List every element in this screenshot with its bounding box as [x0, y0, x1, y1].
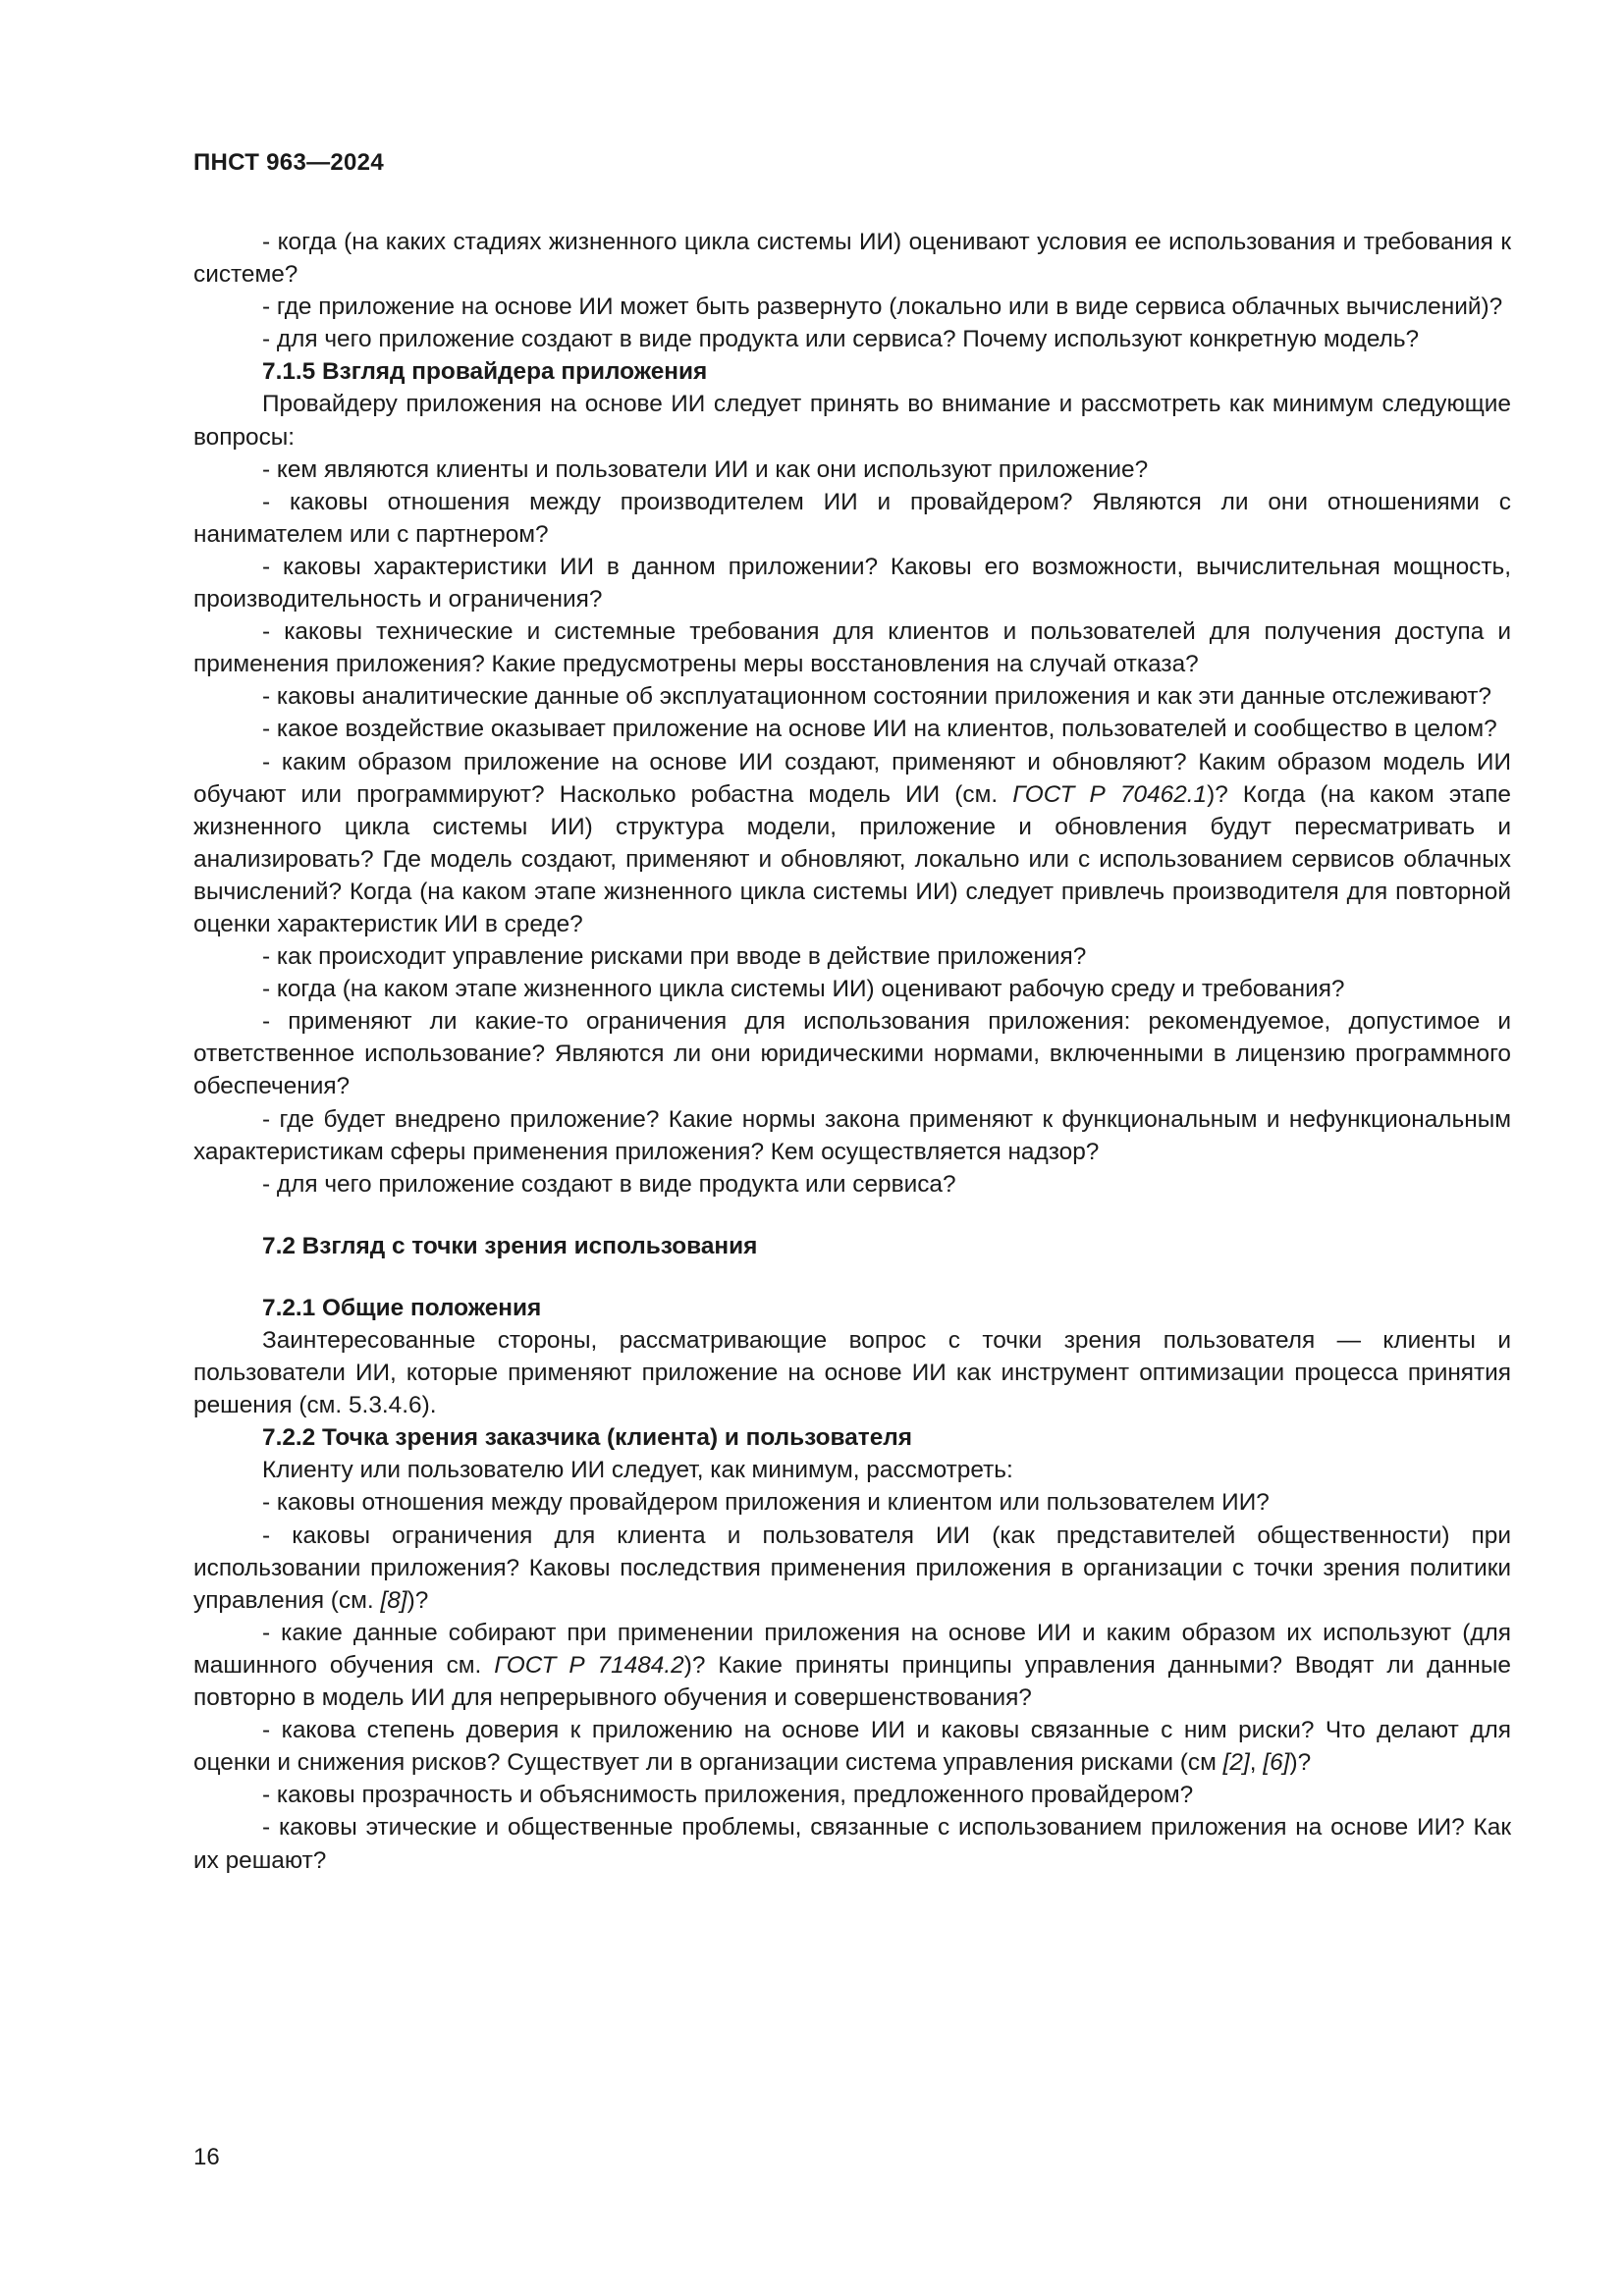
- text-run: - каковы аналитические данные об эксплуатационном состоянии приложения и как эти данные отслеживают?: [262, 683, 1491, 711]
- paragraph: [193, 680, 1511, 713]
- text-run: - где будет внедрено приложение? Какие нормы закона применяют к функциональным и нефункциональным характеристикам сферы применения приложения? Кем осуществляется надзор?: [193, 1105, 1511, 1165]
- text-run: )? Какие приняты принципы управления данными? Вводят ли данные повторно в модель ИИ для непрерывного обучения и совершенствования?: [193, 1651, 1511, 1712]
- text-run: - каковы прозрачность и объяснимость приложения, предложенного провайдером?: [262, 1782, 1194, 1809]
- section-heading: [193, 355, 1511, 388]
- paragraph: [193, 323, 1511, 355]
- section-heading: [193, 1230, 1511, 1262]
- paragraph: [193, 1168, 1511, 1201]
- reference-citation: ГОСТ Р 71484.2: [494, 1651, 684, 1679]
- text-run: - каковы отношения между провайдером приложения и клиентом или пользователем ИИ?: [262, 1489, 1270, 1517]
- paragraph: [193, 1617, 1511, 1714]
- reference-citation: [8]: [380, 1586, 407, 1614]
- section-heading: [193, 1421, 1511, 1454]
- paragraph: [193, 226, 1511, 291]
- text-run: - каковы ограничения для клиента и пользователя ИИ (как представителей общественности) при использовании приложения? Каковы последствия применения приложения в организации с точки зрения политики управления (см.: [193, 1522, 1511, 1614]
- text-run: 7.2.1 Общие положения: [262, 1294, 542, 1321]
- text-run: - применяют ли какие-то ограничения для использования приложения: рекомендуемое, допустимое и ответственное использование? Являются ли они юридическими нормами, включенными в лицензию программного обеспечения?: [193, 1008, 1511, 1100]
- reference-citation: ГОСТ Р 70462.1: [1012, 780, 1208, 808]
- text-run: Заинтересованные стороны, рассматривающие вопрос с точки зрения пользователя — клиенты и пользователи ИИ, которые применяют приложение на основе ИИ как инструмент оптимизации процесса принятия решения (см. 5.3.4.6).: [193, 1327, 1511, 1419]
- section-heading: [193, 1292, 1511, 1324]
- text-run: - кем являются клиенты и пользователи ИИ и как они используют приложение?: [262, 455, 1149, 483]
- text-run: )?: [1289, 1749, 1312, 1777]
- paragraph: [193, 713, 1511, 745]
- paragraph: [193, 1486, 1511, 1519]
- paragraph: [193, 1454, 1511, 1486]
- paragraph: [193, 486, 1511, 551]
- paragraph: [193, 1779, 1511, 1811]
- reference-citation: [2]: [1222, 1749, 1250, 1777]
- text-run: )?: [406, 1586, 429, 1614]
- text-run: 7.2 Взгляд с точки зрения использования: [262, 1232, 758, 1259]
- paragraph: [193, 1714, 1511, 1779]
- paragraph: [193, 291, 1511, 323]
- paragraph: [193, 746, 1511, 941]
- text-run: Клиенту или пользователю ИИ следует, как минимум, рассмотреть:: [262, 1457, 1013, 1484]
- text-run: - каковы характеристики ИИ в данном приложении? Каковы его возможности, вычислительная мощность, производительность и ограничения?: [193, 553, 1511, 614]
- text-run: - каковы технические и системные требования для клиентов и пользователей для получения доступа и применения приложения? Какие предусмотрены меры восстановления на случай отказа?: [193, 618, 1511, 678]
- text-run: - какое воздействие оказывает приложение на основе ИИ на клиентов, пользователей и сообщество в целом?: [262, 716, 1497, 743]
- text-run: - когда (на каком этапе жизненного цикла системы ИИ) оценивают рабочую среду и требования?: [262, 976, 1345, 1003]
- paragraph: [193, 973, 1511, 1005]
- paragraph: [193, 1324, 1511, 1421]
- text-run: - каковы этические и общественные проблемы, связанные с использованием приложения на основе ИИ? Как их решают?: [193, 1814, 1511, 1874]
- paragraph: [193, 388, 1511, 453]
- text-run: - каковы отношения между производителем ИИ и провайдером? Являются ли они отношениями с нанимателем или с партнером?: [193, 488, 1511, 548]
- text-run: )? Когда (на каком этапе жизненного цикла системы ИИ) структура модели, приложение и обновления будут пересматривать и анализировать? Где модель создают, применяют и обновляют, локально или с использованием сервисов облачных вычислений? Когда (на каком этапе жизненного цикла системы ИИ) следует привлечь производителя для повторной оценки характеристик ИИ в среде?: [193, 780, 1511, 937]
- text-run: - какие данные собирают при применении приложения на основе ИИ и каким образом их используют (для машинного обучения см.: [193, 1619, 1511, 1679]
- text-run: - какова степень доверия к приложению на основе ИИ и каковы связанные с ним риски? Что делают для оценки и снижения рисков? Существует ли в организации система управления рисками (см: [193, 1717, 1511, 1777]
- text-run: 7.1.5 Взгляд провайдера приложения: [262, 358, 708, 386]
- document-body: [193, 226, 1511, 1877]
- paragraph: [193, 940, 1511, 973]
- text-run: - когда (на каких стадиях жизненного цикла системы ИИ) оценивают условия ее использования и требования к системе?: [193, 229, 1511, 289]
- paragraph: [193, 454, 1511, 486]
- text-run: - для чего приложение создают в виде продукта или сервиса? Почему используют конкретную модель?: [262, 326, 1420, 353]
- paragraph: [193, 1520, 1511, 1617]
- paragraph: [193, 1005, 1511, 1102]
- text-run: - каким образом приложение на основе ИИ создают, применяют и обновляют? Каким образом модель ИИ обучают или программируют? Насколько робастна модель ИИ (см.: [193, 748, 1511, 808]
- paragraph: [193, 1811, 1511, 1876]
- text-run: ,: [1249, 1749, 1264, 1777]
- page-number: 16: [193, 2144, 220, 2170]
- document-header-title: ПНСТ 963—2024: [193, 149, 384, 176]
- paragraph: [193, 1103, 1511, 1168]
- reference-citation: [6]: [1263, 1749, 1290, 1777]
- text-run: - для чего приложение создают в виде продукта или сервиса?: [262, 1170, 956, 1198]
- text-run: Провайдеру приложения на основе ИИ следует принять во внимание и рассмотреть как минимум следующие вопросы:: [193, 391, 1511, 451]
- paragraph: [193, 551, 1511, 615]
- paragraph: [193, 615, 1511, 680]
- text-run: 7.2.2 Точка зрения заказчика (клиента) и пользователя: [262, 1424, 913, 1452]
- text-run: - как происходит управление рисками при вводе в действие приложения?: [262, 943, 1087, 971]
- text-run: - где приложение на основе ИИ может быть развернуто (локально или в виде сервиса облачных вычислений)?: [262, 294, 1503, 321]
